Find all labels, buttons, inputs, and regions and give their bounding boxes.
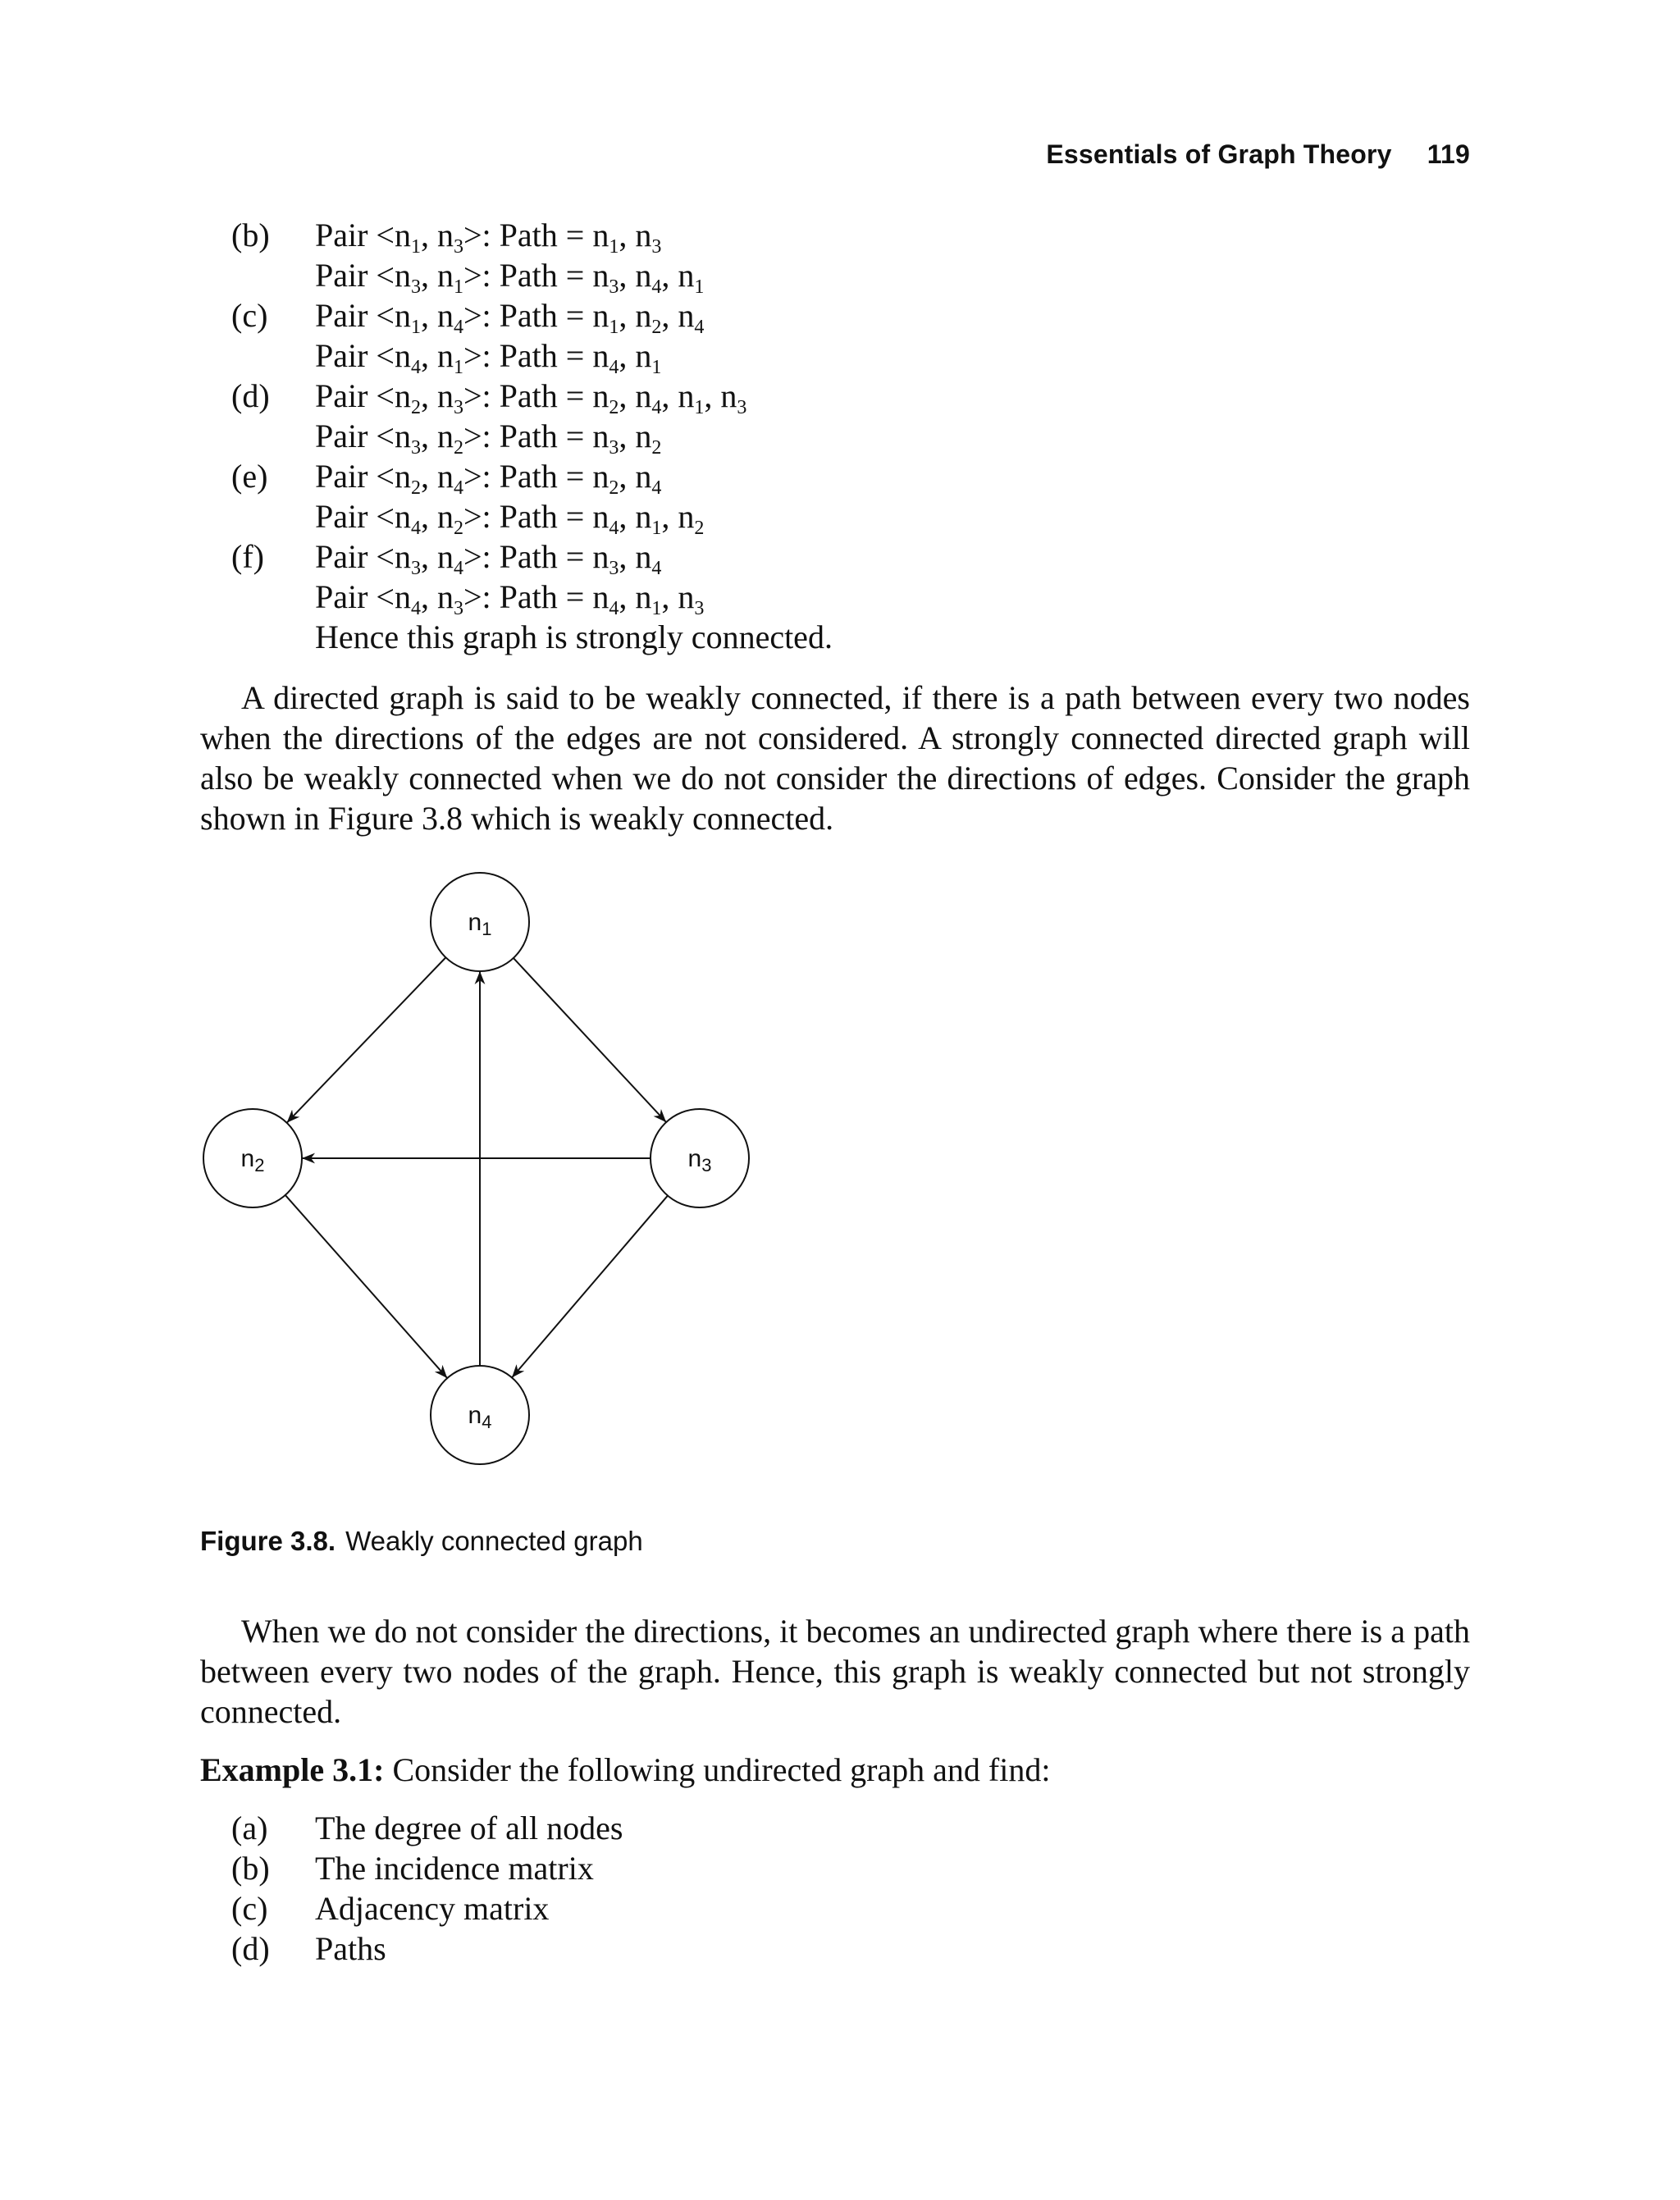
paragraph-weakly-connected: A directed graph is said to be weakly connected, if there is a path between every two nodes when the directions of the edges are not considered. A strongly connected directed graph will also be weakly connected when we do not consider the directions of edges. Consider the graph shown in Figure 3.8 which is weakly connected. bbox=[200, 679, 1470, 837]
example-label: Example 3.1: bbox=[200, 1751, 385, 1788]
figure-caption-text: Weakly connected graph bbox=[345, 1526, 643, 1556]
task-label: (b) bbox=[231, 1850, 270, 1887]
graph-edges bbox=[285, 957, 668, 1378]
case-label: (b) bbox=[231, 217, 270, 253]
task-text: Paths bbox=[315, 1930, 386, 1967]
case-path-text: Pair $<n_2$, $n_4>$: Path = $n_2$, $n_4$ bbox=[315, 458, 662, 499]
task-text: The degree of all nodes bbox=[315, 1810, 623, 1846]
page-number: 119 bbox=[1427, 139, 1470, 169]
graph-nodes bbox=[203, 873, 749, 1464]
figure-caption-label: Figure 3.8. bbox=[200, 1526, 336, 1556]
task-text: Adjacency matrix bbox=[315, 1890, 550, 1927]
case-path-text: Pair $<n_3$, $n_2>$: Path = $n_3$, $n_2$ bbox=[315, 418, 662, 459]
case-label: (f) bbox=[231, 538, 264, 575]
running-head-title: Essentials of Graph Theory bbox=[1046, 139, 1392, 169]
case-path-text: Pair $<n_2$, $n_3>$: Path = $n_2$, $n_4$, $n_1$, $n_3$ bbox=[315, 377, 747, 418]
case-path-text: Pair $<n_1$, $n_4>$: Path = $n_1$, $n_2$, $n_4$ bbox=[315, 297, 705, 338]
edge-n1-to-n3 bbox=[514, 958, 666, 1122]
node-label-n1: $n_1$ bbox=[468, 909, 492, 939]
node-label-n4: $n_4$ bbox=[468, 1402, 492, 1432]
example-heading bbox=[200, 1750, 1050, 1790]
figure-caption bbox=[200, 1526, 643, 1557]
case-label: (e) bbox=[231, 458, 268, 495]
task-text: The incidence matrix bbox=[315, 1850, 594, 1887]
edge-n3-to-n4 bbox=[512, 1196, 668, 1378]
case-path-text: Pair $<n_3$, $n_4>$: Path = $n_3$, $n_4$ bbox=[315, 538, 662, 579]
example-text: Consider the following undirected graph and find: bbox=[392, 1751, 1051, 1788]
task-label: (c) bbox=[231, 1890, 268, 1927]
case-path-text: Pair $<n_3$, $n_1>$: Path = $n_3$, $n_4$, $n_1$ bbox=[315, 257, 705, 298]
node-label-n2: $n_2$ bbox=[240, 1145, 265, 1175]
edge-n2-to-n4 bbox=[285, 1195, 447, 1378]
case-path-text: Pair $<n_1$, $n_3>$: Path = $n_1$, $n_3$ bbox=[315, 217, 662, 258]
task-label: (d) bbox=[231, 1930, 270, 1967]
case-path-text: Pair $<n_4$, $n_3>$: Path = $n_4$, $n_1$, $n_3$ bbox=[315, 578, 705, 619]
case-label: (c) bbox=[231, 297, 268, 334]
case-label: (d) bbox=[231, 377, 270, 414]
node-label-n3: $n_3$ bbox=[687, 1145, 712, 1175]
case-path-text: Pair $<n_4$, $n_1>$: Path = $n_4$, $n_1$ bbox=[315, 337, 662, 378]
case-path-text: Pair $<n_4$, $n_2>$: Path = $n_4$, $n_1$, $n_2$ bbox=[315, 498, 705, 539]
edge-n1-to-n2 bbox=[287, 957, 446, 1123]
task-label: (a) bbox=[231, 1810, 268, 1846]
conclusion-text: Hence this graph is strongly connected. bbox=[315, 618, 833, 655]
paragraph-undirected: When we do not consider the directions, it becomes an undirected graph where there is a path between every two nodes of the graph. Hence, this graph is weakly connected but not strongly connected. bbox=[200, 1613, 1470, 1730]
